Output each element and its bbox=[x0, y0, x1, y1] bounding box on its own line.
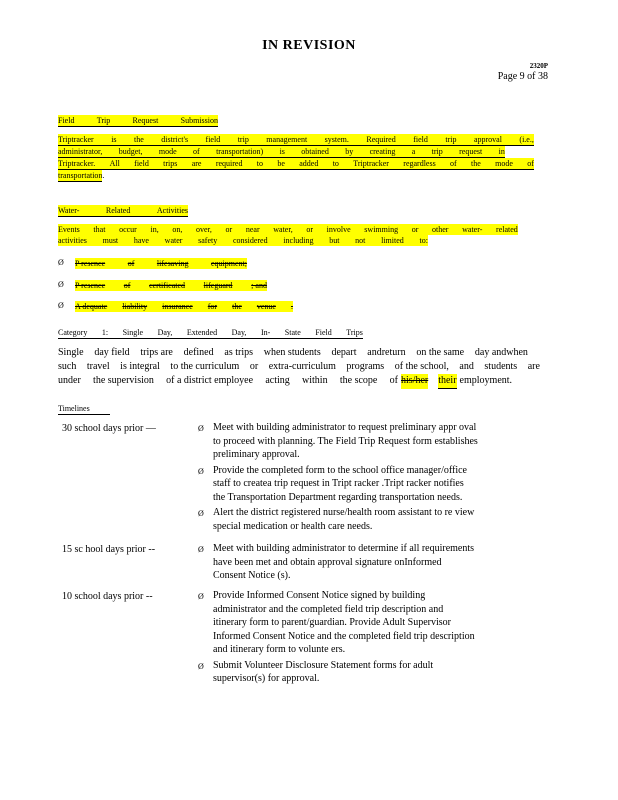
item-word: . bbox=[290, 302, 293, 311]
word: are bbox=[527, 361, 540, 372]
timeline-line: Alert the district registered nurse/health room assistant to re view bbox=[213, 507, 475, 518]
word: obtained bbox=[301, 147, 329, 156]
word: safety bbox=[198, 236, 218, 245]
item-word: P resence bbox=[75, 259, 106, 268]
timeline-line: Submit Volunteer Disclosure Statement forms for adult bbox=[213, 659, 434, 671]
timeline-line: supervisor(s) for approval. bbox=[213, 673, 320, 684]
word: on the same bbox=[416, 347, 465, 358]
heading-word: Field bbox=[58, 116, 75, 125]
timeline-line: and itinerary form to volunte ers. bbox=[213, 644, 346, 655]
water-heading bbox=[58, 205, 188, 217]
heading-word: Request bbox=[132, 116, 159, 125]
word: by bbox=[345, 147, 354, 156]
employment-text: employment. bbox=[459, 375, 513, 386]
item-word: the bbox=[232, 302, 242, 311]
heading-word: 1: bbox=[101, 328, 109, 337]
word: or bbox=[411, 225, 419, 234]
timeline-line: Meet with building administrator to determine if all requirements bbox=[213, 543, 475, 554]
word: andreturn bbox=[367, 347, 406, 358]
word: to the curriculum bbox=[170, 361, 240, 372]
item-word: venue bbox=[256, 302, 276, 311]
word: request bbox=[459, 147, 483, 156]
item-word: liability bbox=[122, 302, 148, 311]
word: and bbox=[459, 361, 474, 372]
word: trips bbox=[163, 159, 178, 168]
word: trip bbox=[445, 135, 457, 144]
word: field bbox=[205, 135, 221, 144]
timeline-bullet-text bbox=[213, 659, 533, 686]
word: is bbox=[279, 147, 285, 156]
bullet-icon: Ø bbox=[198, 661, 204, 671]
timeline-line: Provide the completed form to the school office manager/office bbox=[213, 464, 467, 476]
bullet-icon: Ø bbox=[198, 466, 204, 476]
item-word: certificated bbox=[149, 281, 186, 290]
word: field bbox=[413, 135, 428, 144]
word: Single bbox=[58, 347, 84, 358]
timeline-bullet-text bbox=[213, 542, 533, 583]
item-word: A dequate bbox=[75, 302, 108, 311]
word: system. bbox=[324, 135, 349, 144]
word: involve bbox=[326, 225, 351, 234]
word: day field bbox=[94, 347, 130, 358]
item-word: ; and bbox=[251, 281, 267, 290]
word: the scope bbox=[339, 375, 378, 386]
timeline-line: staff to createa trip request in Tript racker .Tript racker notifies bbox=[213, 478, 464, 489]
word: is integral bbox=[120, 361, 160, 372]
heading-word: Day, bbox=[231, 328, 247, 337]
category-line bbox=[58, 374, 542, 389]
heading-word: Single bbox=[122, 328, 144, 337]
category-paragraph bbox=[58, 346, 542, 389]
word: transportation. bbox=[58, 171, 105, 180]
field-trip-line bbox=[58, 158, 534, 170]
word: a bbox=[411, 147, 416, 156]
water-paragraph bbox=[58, 224, 518, 246]
word: travel bbox=[86, 361, 110, 372]
word: of bbox=[389, 375, 398, 386]
timeline-line: Meet with building administrator to request preliminary appr oval bbox=[213, 422, 477, 433]
item-word: of bbox=[127, 259, 135, 268]
item-word: of bbox=[123, 281, 131, 290]
page-title: IN REVISION bbox=[262, 38, 356, 53]
word: water- bbox=[462, 225, 483, 234]
word: required bbox=[215, 159, 243, 168]
heading-word: Field bbox=[315, 328, 332, 337]
timeline-line: preliminary approval. bbox=[213, 449, 300, 460]
word: field bbox=[134, 159, 149, 168]
timeline-line: itinerary form to parent/guardian. Provide Adult Supervisor bbox=[213, 617, 452, 628]
timelines-heading: Timelines bbox=[58, 403, 110, 415]
word: occur bbox=[119, 225, 137, 234]
field-trip-line bbox=[58, 146, 505, 158]
field-trip-line bbox=[58, 170, 105, 182]
word: administrator, bbox=[58, 147, 103, 156]
timeline-bullet-text bbox=[213, 464, 533, 505]
word: within bbox=[302, 375, 328, 386]
heading-word: In- bbox=[260, 328, 271, 337]
water-item bbox=[75, 301, 293, 312]
category-heading bbox=[58, 327, 363, 339]
word: in bbox=[498, 147, 505, 156]
word: the bbox=[471, 159, 481, 168]
word: the supervision bbox=[93, 375, 154, 386]
word: related bbox=[496, 225, 518, 234]
heading-word: State bbox=[284, 328, 301, 337]
bullet-icon: Ø bbox=[198, 592, 204, 601]
word: other bbox=[432, 225, 449, 234]
word: near bbox=[245, 225, 260, 234]
field-trip-heading bbox=[58, 115, 218, 127]
item-word: lifesaving bbox=[156, 259, 189, 268]
water-item-bullet: Ø bbox=[58, 258, 64, 267]
word: Required bbox=[366, 135, 396, 144]
word: budget, bbox=[118, 147, 143, 156]
heading-word: Category bbox=[58, 328, 88, 337]
policy-code: 2320P bbox=[529, 62, 548, 70]
heading-word: Related bbox=[105, 206, 131, 215]
word: water bbox=[164, 236, 183, 245]
word: the bbox=[134, 135, 144, 144]
word: of the school, bbox=[394, 361, 449, 372]
word: under bbox=[58, 375, 81, 386]
bullet-icon: Ø bbox=[198, 509, 204, 518]
word: to bbox=[332, 159, 339, 168]
timeline-line: the Transportation Department regarding transportation needs. bbox=[213, 491, 463, 503]
timeline-line: special medication or health care needs. bbox=[213, 520, 373, 532]
word: over, bbox=[195, 225, 212, 234]
word: defined bbox=[183, 347, 214, 358]
timeline-line: to proceed with planning. The Field Trip Request form establishes bbox=[213, 435, 478, 447]
field-trip-line bbox=[58, 134, 534, 146]
page-number: Page 9 of 38 bbox=[497, 71, 548, 82]
word: Triptracker bbox=[353, 159, 389, 168]
word: trip bbox=[237, 135, 249, 144]
word: or bbox=[249, 361, 259, 372]
word: trip bbox=[431, 147, 443, 156]
word: of bbox=[450, 159, 457, 168]
heading-word: Day, bbox=[157, 328, 173, 337]
word: Triptracker bbox=[58, 135, 94, 144]
word: on, bbox=[172, 225, 183, 234]
word: or bbox=[306, 225, 314, 234]
timeline-period: 30 school days prior — bbox=[62, 423, 156, 434]
water-line bbox=[58, 224, 518, 235]
word: limited bbox=[381, 236, 404, 245]
word: to: bbox=[419, 236, 428, 245]
word: creating bbox=[369, 147, 396, 156]
word: of bbox=[193, 147, 200, 156]
word: is bbox=[111, 135, 117, 144]
word: when students bbox=[263, 347, 321, 358]
timeline-bullet-text bbox=[213, 506, 533, 533]
timeline-line: Consent Notice (s). bbox=[213, 570, 291, 581]
item-word: lifeguard bbox=[203, 281, 233, 290]
word: All bbox=[109, 159, 120, 168]
heading-word: Trip bbox=[96, 116, 111, 125]
heading-word: Extended bbox=[186, 328, 218, 337]
word: of bbox=[527, 159, 534, 168]
word: swimming bbox=[364, 225, 399, 234]
word: programs bbox=[346, 361, 385, 372]
water-item-bullet: Ø bbox=[58, 280, 64, 289]
word: extra-curriculum bbox=[268, 361, 336, 372]
timeline-line: have been met and obtain approval signature onInformed bbox=[213, 556, 442, 568]
word: considered bbox=[232, 236, 268, 245]
word: must bbox=[102, 236, 119, 245]
water-item bbox=[75, 258, 247, 269]
timeline-line: administrator and the completed field trip description and bbox=[213, 603, 444, 615]
word: not bbox=[355, 236, 366, 245]
word: that bbox=[93, 225, 106, 234]
heading-word: Submission bbox=[180, 116, 218, 125]
word: to bbox=[256, 159, 264, 168]
word: but bbox=[329, 236, 340, 245]
their-text: their bbox=[438, 374, 456, 389]
his-her-text: his/her bbox=[401, 374, 428, 389]
item-word: insurance bbox=[162, 302, 193, 311]
word: regardless bbox=[403, 159, 436, 168]
word: are bbox=[191, 159, 202, 168]
item-word: P resence bbox=[75, 281, 106, 290]
word: or bbox=[225, 225, 233, 234]
bullet-icon: Ø bbox=[198, 424, 204, 433]
word: activities bbox=[58, 236, 87, 245]
word: approval bbox=[473, 135, 502, 144]
word: mode bbox=[158, 147, 177, 156]
word: have bbox=[133, 236, 149, 245]
water-line bbox=[58, 235, 428, 246]
word: of a district employee bbox=[166, 375, 254, 386]
heading-word: Activities bbox=[156, 206, 188, 215]
timeline-line: Provide Informed Consent Notice signed by building bbox=[213, 590, 426, 601]
timeline-period: 10 school days prior -- bbox=[62, 591, 153, 602]
timeline-line: Informed Consent Notice and the completed field trip description bbox=[213, 630, 475, 642]
water-item-bullet: Ø bbox=[58, 301, 64, 310]
field-trip-paragraph bbox=[58, 134, 534, 182]
word: (i.e., bbox=[519, 135, 534, 144]
word: such bbox=[58, 361, 77, 372]
word: management bbox=[266, 135, 308, 144]
timeline-bullet-text bbox=[213, 421, 533, 462]
word: trips are bbox=[140, 347, 173, 358]
word: depart bbox=[331, 347, 357, 358]
word: including bbox=[283, 236, 314, 245]
word: be bbox=[277, 159, 285, 168]
word: water, bbox=[273, 225, 293, 234]
water-item bbox=[75, 280, 267, 291]
timeline-bullet-text bbox=[213, 589, 533, 657]
word: Events bbox=[58, 225, 80, 234]
word: in, bbox=[150, 225, 159, 234]
timeline-period: 15 sc hool days prior -- bbox=[62, 544, 156, 555]
word: acting bbox=[265, 375, 290, 386]
word: district's bbox=[161, 135, 189, 144]
heading-word: Water- bbox=[58, 206, 80, 215]
heading-word: Trips bbox=[346, 328, 363, 337]
word: mode bbox=[495, 159, 513, 168]
item-word: equipment; bbox=[211, 259, 247, 268]
category-line bbox=[58, 346, 528, 360]
category-line bbox=[58, 360, 540, 374]
bullet-icon: Ø bbox=[198, 545, 204, 554]
item-word: for bbox=[207, 302, 218, 311]
word: as trips bbox=[224, 347, 253, 358]
word: added bbox=[299, 159, 319, 168]
word: day andwhen bbox=[474, 347, 528, 358]
word: students bbox=[484, 361, 518, 372]
word: transportation) bbox=[216, 147, 264, 156]
word: Triptracker. bbox=[58, 159, 96, 168]
